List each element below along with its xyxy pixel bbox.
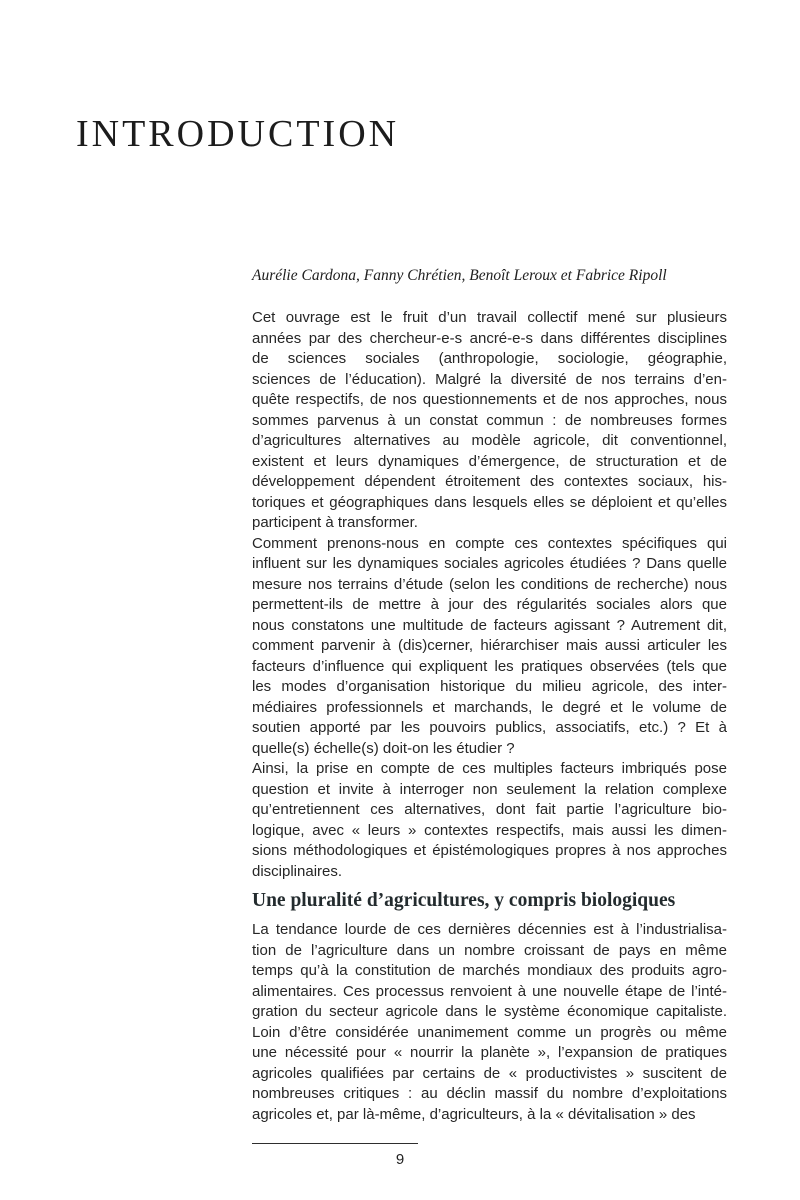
text-line: participent à transformer. bbox=[252, 514, 418, 531]
text-line: développement dépendent étroitement des contextes sociaux, his- bbox=[252, 473, 727, 490]
text-line: toriques et géographiques dans lesquels elles se déploient et qu’elles bbox=[252, 493, 727, 511]
text-line: Ainsi, la prise en compte de ces multiples facteurs imbriqués pose bbox=[252, 760, 727, 777]
text-line: temps qu’à la constitution de marchés mondiaux des produits agro- bbox=[252, 962, 727, 979]
body-text bbox=[252, 308, 727, 1125]
page-title: INTRODUCTION bbox=[76, 113, 400, 155]
text-line: qu’entretiennent ces alternatives, dont fait partie l’agriculture bio- bbox=[252, 801, 727, 818]
paragraph bbox=[252, 920, 727, 1125]
text-line: d’agricultures alternatives au modèle agricole, dit conventionnel, bbox=[252, 432, 727, 449]
section-heading: Une pluralité d’agricultures, y compris biologiques bbox=[252, 890, 676, 911]
text-line: comment parvenir à (dis)cerner, hiérarchiser mais aussi articuler les bbox=[252, 637, 727, 654]
paragraph bbox=[252, 534, 727, 760]
text-line: influent sur les dynamiques sociales agricoles étudiées ? Dans quelle bbox=[252, 555, 727, 572]
text-line: années par des chercheur-e-s ancré-e-s dans différentes disciplines bbox=[252, 329, 727, 347]
text-line: nous constatons une multitude de facteurs agissant ? Autrement dit, bbox=[252, 616, 727, 634]
text-line: une nécessité pour « nourrir la planète », l’expansion de pratiques bbox=[252, 1044, 727, 1061]
text-line: Cet ouvrage est le fruit d’un travail collectif mené sur plusieurs bbox=[252, 309, 727, 326]
text-line: alimentaires. Ces processus renvoient à une nouvelle étape de l’inté- bbox=[252, 982, 727, 1000]
text-line: La tendance lourde de ces dernières décennies est à l’industrialisa- bbox=[252, 921, 727, 938]
text-line: gration du secteur agricole dans le système économique capitaliste. bbox=[252, 1003, 727, 1020]
text-line: tion de l’agriculture dans un nombre croissant de pays en même bbox=[252, 941, 727, 959]
text-line: quête respectifs, de nos questionnements et de nos approches, nous bbox=[252, 391, 727, 408]
text-line: médiaires professionnels et marchands, le degré et le volume de bbox=[252, 698, 727, 716]
text-line: sions méthodologiques et épistémologiques propres à nos approches bbox=[252, 842, 727, 859]
text-line: question et invite à interroger non seulement la relation complexe bbox=[252, 780, 727, 798]
text-line: de sciences sociales (anthropologie, sociologie, géographie, bbox=[252, 350, 727, 367]
text-line: Loin d’être considérée unanimement comme un progrès ou même bbox=[252, 1023, 727, 1041]
text-line: agricoles qualifiées par certains de « productivistes » suscitent de bbox=[252, 1064, 727, 1082]
text-line: quelle(s) échelle(s) doit-on les étudier ? bbox=[252, 739, 515, 757]
text-line: permettent-ils de mettre à jour des régularités sociales alors que bbox=[252, 596, 727, 613]
text-line: soutien apporté par les pouvoirs publics, associatifs, etc.) ? Et à bbox=[252, 719, 727, 736]
text-line: facteurs d’influence qui expliquent les pratiques observées (tels que bbox=[252, 657, 727, 675]
text-line: mesure nos terrains d’étude (selon les conditions de recherche) nous bbox=[252, 575, 727, 593]
text-line: logique, avec « leurs » contextes respectifs, mais aussi les dimen- bbox=[252, 821, 727, 839]
text-line: existent et leurs dynamiques d’émergence, de structuration et de bbox=[252, 452, 727, 470]
paragraph bbox=[252, 759, 727, 882]
text-line: sciences de l’éducation). Malgré la diversité de nos terrains d’en- bbox=[252, 370, 727, 388]
paragraph bbox=[252, 308, 727, 534]
footnote-rule bbox=[252, 1143, 418, 1144]
text-line: agricoles et, par là-même, d’agriculteurs, à la « dévitalisation » des bbox=[252, 1105, 696, 1123]
text-line: les modes d’organisation historique du milieu agricole, des inter- bbox=[252, 678, 727, 695]
page-number: 9 bbox=[395, 1151, 405, 1168]
authors-byline: Aurélie Cardona, Fanny Chrétien, Benoît Leroux et Fabrice Ripoll bbox=[252, 267, 667, 284]
text-line: nombreuses critiques : au déclin massif du nombre d’exploitations bbox=[252, 1085, 727, 1102]
text-block bbox=[252, 266, 727, 1125]
text-line: disciplinaires. bbox=[252, 862, 343, 880]
text-line: Comment prenons-nous en compte ces contextes spécifiques qui bbox=[252, 534, 727, 552]
text-line: sommes parvenus à un constat commun : de nombreuses formes bbox=[252, 411, 727, 429]
